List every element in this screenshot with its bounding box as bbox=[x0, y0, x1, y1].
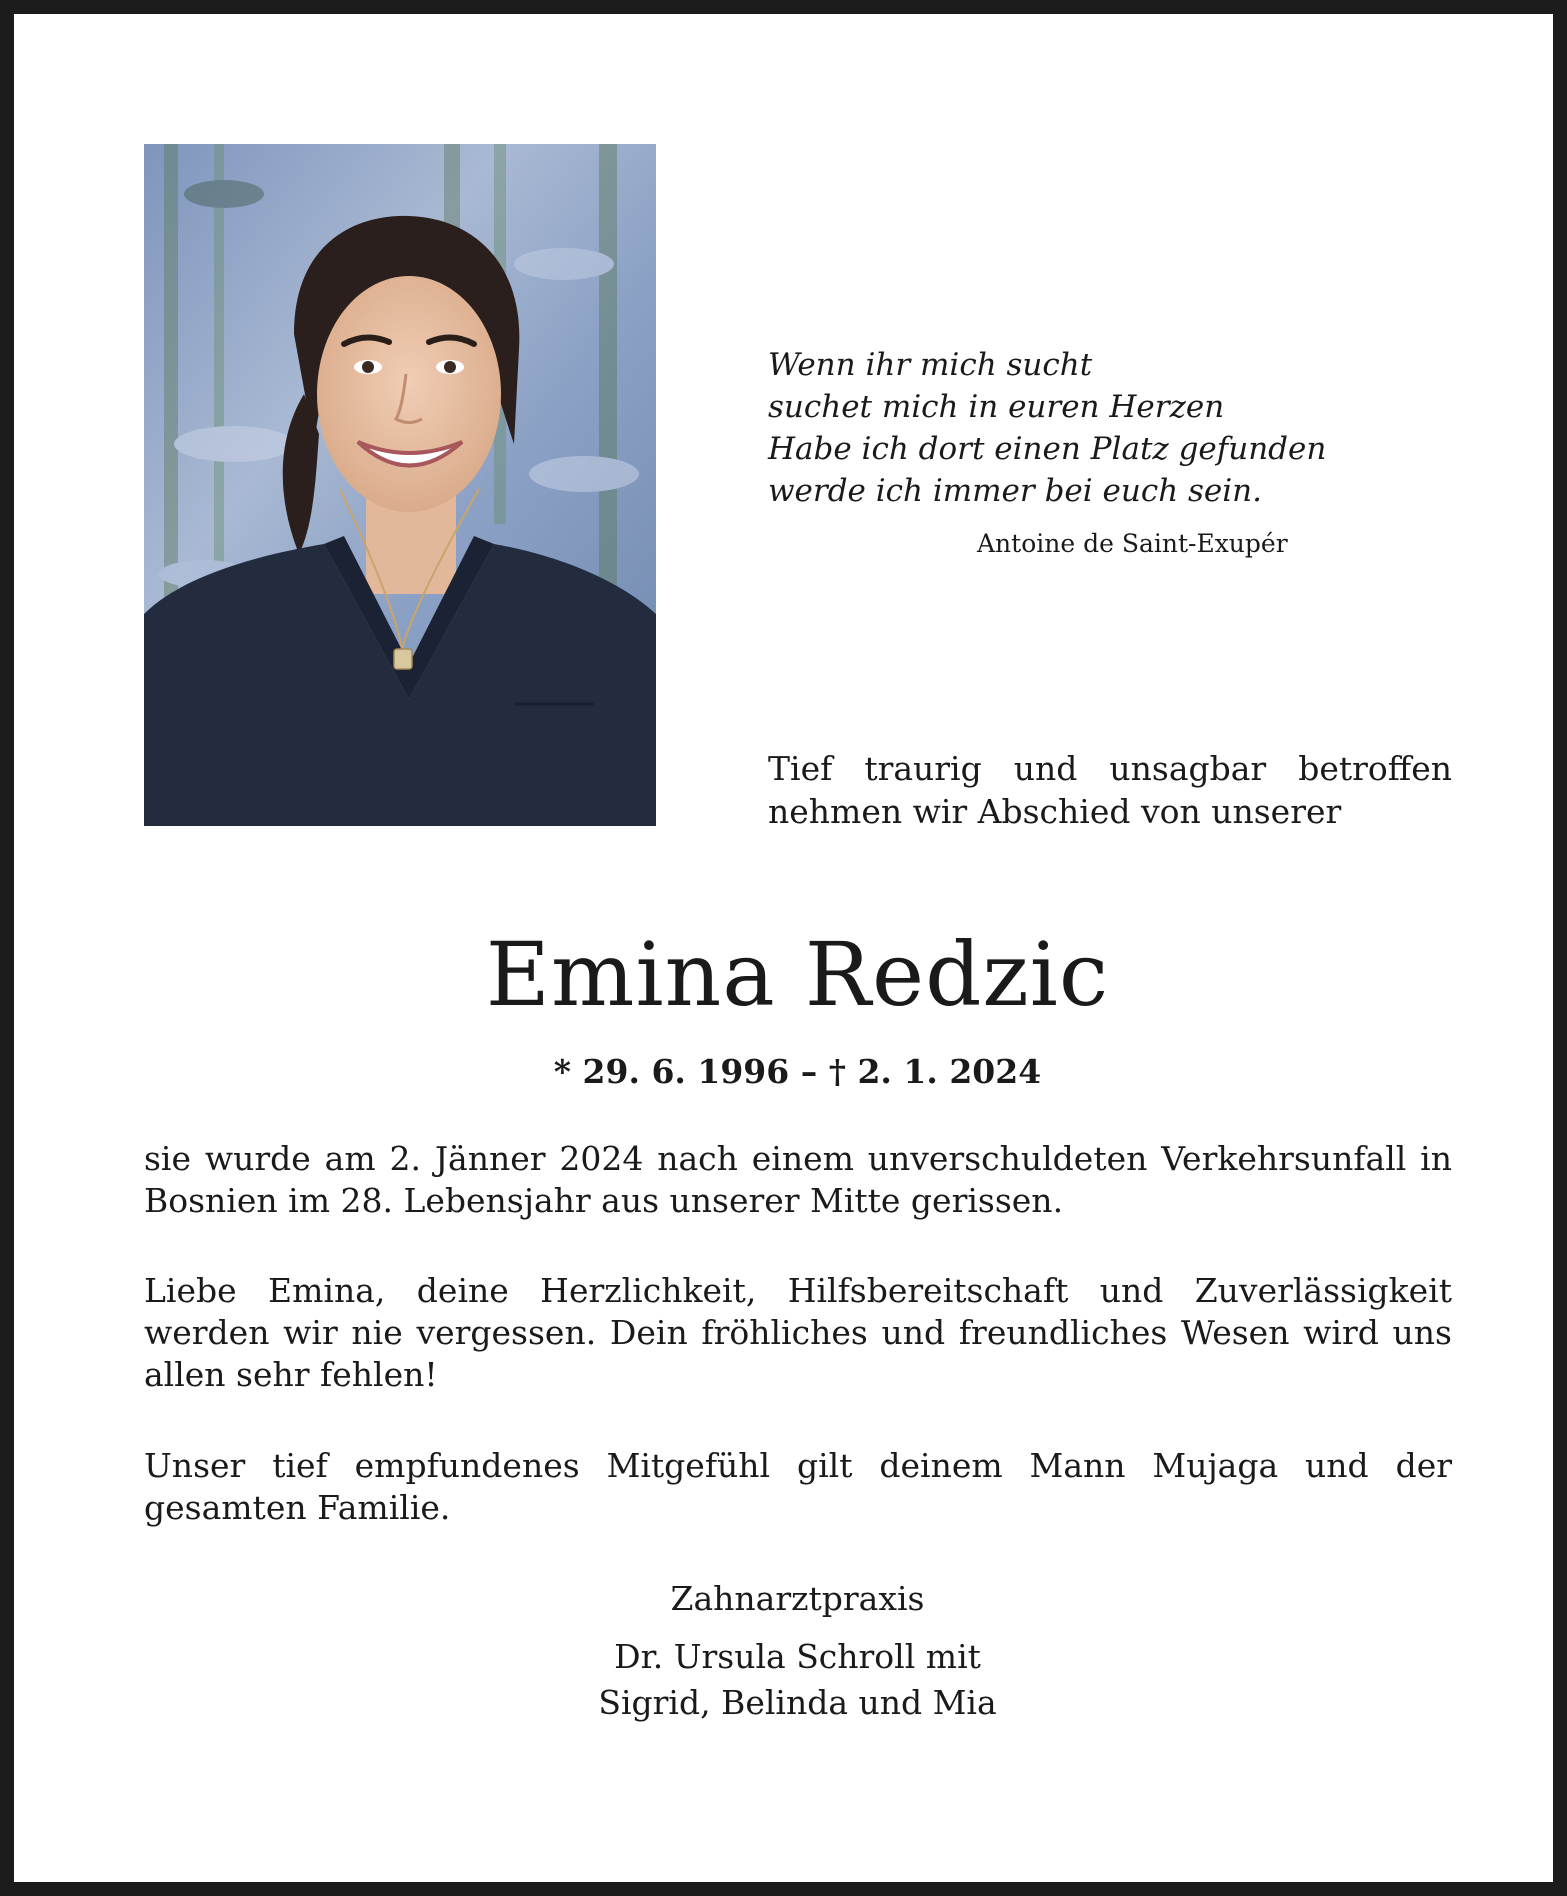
quote-line: werde ich immer bei euch sein. bbox=[768, 473, 1263, 509]
paragraph-line: werden wir nie vergessen. Dein fröhliches und freundliches Wesen wird uns bbox=[144, 1313, 1452, 1352]
intro-line: nehmen wir Abschied von unserer bbox=[768, 792, 1342, 831]
paragraph-line: Unser tief empfundenes Mitgefühl gilt deinem Mann Mujaga und der bbox=[144, 1446, 1452, 1485]
quote-author: Antoine de Saint-Exupér bbox=[977, 529, 1288, 558]
paragraph-line: allen sehr fehlen! bbox=[144, 1355, 438, 1394]
paragraph-circumstances bbox=[144, 1138, 1452, 1222]
paragraph-remembrance bbox=[144, 1270, 1452, 1396]
quote-line: Habe ich dort einen Platz gefunden bbox=[768, 431, 1327, 467]
intro-text bbox=[768, 747, 1452, 833]
quote-line: suchet mich in euren Herzen bbox=[768, 389, 1225, 425]
signature-line: Zahnarztpraxis bbox=[670, 1579, 925, 1618]
signature-line: Sigrid, Belinda und Mia bbox=[598, 1683, 997, 1722]
portrait-photo bbox=[144, 144, 656, 826]
paragraph-line: gesamten Familie. bbox=[144, 1488, 451, 1527]
paragraph-line: sie wurde am 2. Jänner 2024 nach einem unverschuldeten Verkehrsunfall in bbox=[144, 1139, 1452, 1178]
portrait-illustration bbox=[144, 144, 656, 826]
signature-line: Dr. Ursula Schroll mit bbox=[614, 1637, 981, 1676]
intro-line: Tief traurig und unsagbar betroffen bbox=[768, 749, 1452, 788]
paragraph-condolence bbox=[144, 1445, 1452, 1529]
quote-line: Wenn ihr mich sucht bbox=[768, 347, 1093, 383]
signature-block bbox=[14, 1576, 1567, 1726]
paragraph-line: Bosnien im 28. Lebensjahr aus unserer Mitte gerissen. bbox=[144, 1181, 1064, 1220]
paragraph-line: Liebe Emina, deine Herzlichkeit, Hilfsbereitschaft und Zuverlässigkeit bbox=[144, 1271, 1452, 1310]
deceased-name: Emina Redzic bbox=[485, 923, 1110, 1026]
life-dates: * 29. 6. 1996 – † 2. 1. 2024 bbox=[553, 1052, 1042, 1091]
memorial-quote bbox=[768, 344, 1368, 512]
